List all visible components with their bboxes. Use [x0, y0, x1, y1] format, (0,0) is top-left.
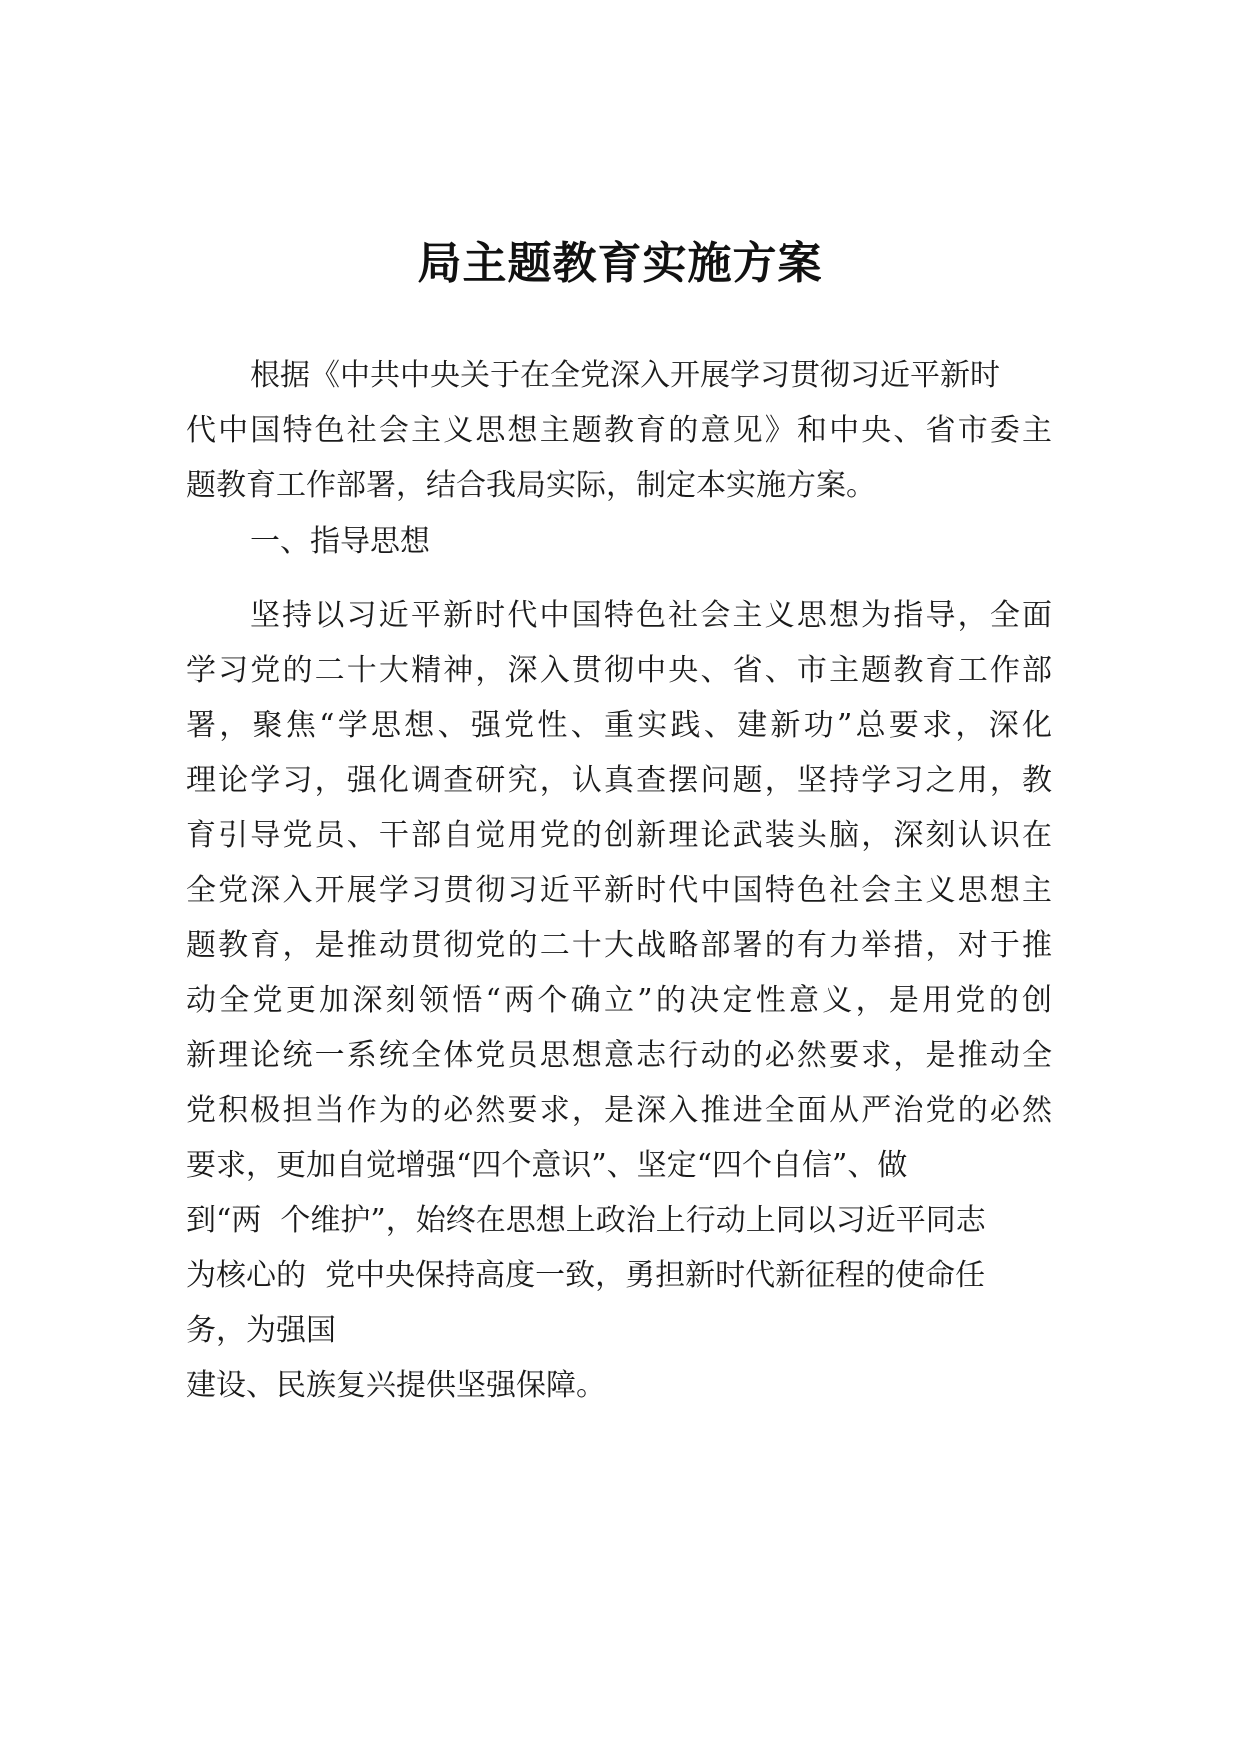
document-title: 局主题教育实施方案	[417, 238, 823, 289]
paragraph-1-line-2: 代中国特色社会主义思想主题教育的意见》和中央、省市委主	[186, 413, 1052, 448]
paragraph-2-line-9: 新理论统一系统全体党员思想意志行动的必然要求，是推动全	[186, 1038, 1052, 1073]
paragraph-2-line-1: 坚持以习近平新时代中国特色社会主义思想为指导，全面	[250, 598, 1052, 633]
paragraph-1-line-1: 根据《中共中央关于在全党深入开展学习贯彻习近平新时	[250, 358, 1000, 393]
paragraph-2-line-5: 育引导党员、干部自觉用党的创新理论武装头脑，深刻认识在	[186, 818, 1052, 853]
paragraph-2-line-15: 建设、民族复兴提供坚强保障。	[186, 1368, 606, 1403]
paragraph-2-line-8: 动全党更加深刻领悟“两个确立”的决定性意义，是用党的创	[186, 983, 1052, 1018]
section-heading-guiding-thought: 一、指导思想	[250, 524, 430, 559]
paragraph-2-line-4: 理论学习，强化调查研究，认真查摆问题，坚持学习之用，教	[186, 763, 1052, 798]
paragraph-2-line-2: 学习党的二十大精神，深入贯彻中央、省、市主题教育工作部	[186, 653, 1052, 688]
paragraph-2-line-12: 到“两 个维护”，始终在思想上政治上行动上同以习近平同志	[186, 1203, 986, 1238]
paragraph-2-line-13: 为核心的 党中央保持高度一致，勇担新时代新征程的使命任	[186, 1258, 986, 1293]
paragraph-2-line-14: 务，为强国	[186, 1313, 336, 1348]
paragraph-2-line-11: 要求，更加自觉增强“四个意识”、坚定“四个自信”、做	[186, 1148, 908, 1183]
paragraph-2-line-6: 全党深入开展学习贯彻习近平新时代中国特色社会主义思想主	[186, 873, 1052, 908]
paragraph-2-line-10: 党积极担当作为的必然要求，是深入推进全面从严治党的必然	[186, 1093, 1052, 1128]
paragraph-1-line-3: 题教育工作部署，结合我局实际，制定本实施方案。	[186, 468, 876, 503]
paragraph-2-line-7: 题教育，是推动贯彻党的二十大战略部署的有力举措，对于推	[186, 928, 1052, 963]
paragraph-2-line-3: 署，聚焦“学思想、强党性、重实践、建新功”总要求，深化	[186, 708, 1052, 743]
